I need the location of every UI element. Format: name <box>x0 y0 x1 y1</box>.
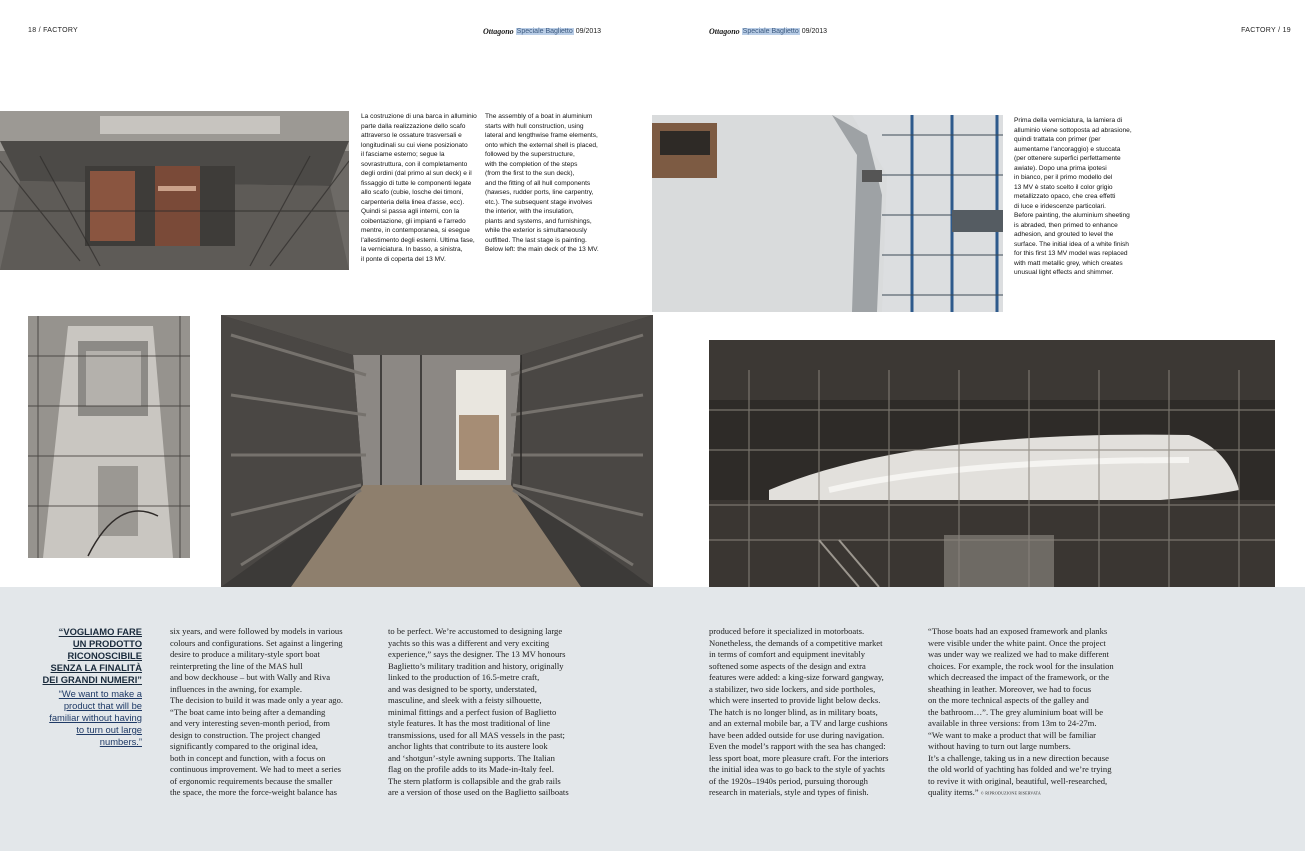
pull-quote-english: “We want to make a product that will be familiar without having to turn out large numbers.” <box>49 688 142 747</box>
photo-hull-construction <box>0 111 349 270</box>
masthead-section: Speciale Baglietto <box>742 28 799 35</box>
photo-main-deck <box>28 316 190 558</box>
caption-english: The assembly of a boat in aluminium starts with hull construction, using lateral and lengthwise frame elements, onto which the external shell is placed, followed by the superstructure, with the completion of the steps (from the first to the sun deck), and the fitting of all hull components (hawses, rudder ports, line carpentry, etc.). The subsequent stage involves the interior, with the insulation, plants and systems, and furnishings, while the exterior is simultaneously outfitted. The last stage is painting. Below left: the main deck of the 13 MV. <box>485 113 599 253</box>
caption-painting: Prima della verniciatura, la lamiera di alluminio viene sottoposta ad abrasione, quindi trattata con primer (per aumentarne l'ancoraggio) e stuccata (per ottenere superfici perfettamente awiate). Dopo una prima ipotesi in bianco, per il primo modello del 13 MV è stato scelto il color grigio metallizzato opaco, che crea effetti di luce e iridescenze particolari. Before painting, the aluminium sheeting is abraded, then primed to enhance adhesion, and grouted to level the surface. The initial idea of a white finish for this first 13 MV model was replaced with matt metallic grey, which creates unusual light effects and shimmer. <box>1014 117 1132 276</box>
caption-italian: La costruzione di una barca in alluminio parte dalla realizzazione dello scafo attraverso le ossature trasversali e longitudinali su cui viene posizionato il fasciame esterno; segue la sovrastruttura, con il completamento degli ordini (dal primo al sun deck) e il fissaggio di tutte le componenti legate allo scafo (cubie, losche dei timoni, carpenteria della linea d'asse, ecc). Quindi si passa agli interni, con la coibentazione, gli impianti e l'arredo mentre, in contemporanea, si esegue l'allestimento degli esterni. Ultima fase, la verniciatura. In basso, a sinistra, il ponte di coperta del 13 MV. <box>361 113 477 263</box>
masthead-right <box>709 27 827 36</box>
body-column-3: produced before it specialized in motorboats. Nonetheless, the demands of a competitive market in terms of comfort and equipment inevitably softened some aspects of the design and extra features were added: a king-size forward gangway, a stabilizer, two side lockers, and side portholes, which were inserted to provide light below decks. The hatch is no longer blind, as in military boats, and an external mobile bar, a TV and large cushions have been added outside for use during navigation. Even the model’s rapport with the sea has changed: less sport boat, more pleasure craft. For the interiors the initial idea was to go back to the style of yachts of the 1920s–1940s period, pursuing thorough research in materials, style and types of finish. <box>709 626 889 797</box>
left-folio: 18 / FACTORY <box>28 27 79 34</box>
masthead-section: Speciale Baglietto <box>516 28 573 35</box>
photo-hull-scaffolding <box>709 340 1275 587</box>
body-column-4 <box>928 626 1143 799</box>
right-folio: FACTORY / 19 <box>1241 27 1291 34</box>
body-column-2: to be perfect. We’re accustomed to designing large yachts so this was a different and very exciting experience,” says the designer. The 13 MV honours Baglietto’s military tradition and history, originally linked to the production of 16.5-metre craft, and was designed to be sporty, understated, masculine, and sleek with a feisty silhouette, minimal fittings and a perfect fusion of Baglietto style features. It has the most traditional of line transmissions, used for all MAS vessels in the past; anchor lights that contribute to its austere look and ‘shotgun’-style awning supports. The Italian flag on the profile adds to its Made-in-Italy feel. The stern platform is collapsible and the grab rails are a version of those used on the Baglietto sailboats <box>388 626 569 797</box>
copyright-credit: © RIPRODUZIONE RISERVATA <box>980 790 1042 796</box>
pull-quote-italian: “VOGLIAMO FARE UN PRODOTTO RICONOSCIBILE SENZA LA FINALITÀ DEI GRANDI NUMERI” <box>42 626 142 685</box>
photo-hull-exterior <box>652 115 1003 312</box>
masthead-issue: 09/2013 <box>801 28 828 35</box>
masthead-logo: Ottagono <box>709 27 740 36</box>
masthead-issue: 09/2013 <box>575 28 602 35</box>
masthead-logo: Ottagono <box>483 27 514 36</box>
body-column-1: six years, and were followed by models in various colours and configurations. Set against a lingering desire to produce a military-style sport boat reinterpreting the line of the MAS hull and bow deckhouse – but with Wally and Riva influences in the awning, for example. The decision to build it was made only a year ago. “The boat came into being after a demanding and very interesting seven-month period, from design to construction. The project changed significantly compared to the original idea, both in concept and function, with a focus on continuous improvement. We had to meet a series of ergonomic requirements because the smaller the space, the more the force-weight balance has <box>170 626 344 797</box>
masthead-left <box>483 27 601 36</box>
photo-hull-framework <box>221 315 653 587</box>
body-column-4-text: “Those boats had an exposed framework and planks were visible under the white paint. Once the project was under way we realized we had to make different choices. For example, the rock wool for the insulation which decreased the impact of the framework, or the sheathing in leather. Moreover, we had to focus on the more technical aspects of the galley and the bathroom…”. The grey aluminium boat will be available in three versions: from 13m to 24-27m. “We want to make a product that will be familiar without having to turn out large numbers. It’s a challenge, taking us in a new direction because the old world of yachting has folded and we’re trying to revive it with original, beautiful, well-researched, quality items.” <box>928 626 1114 797</box>
